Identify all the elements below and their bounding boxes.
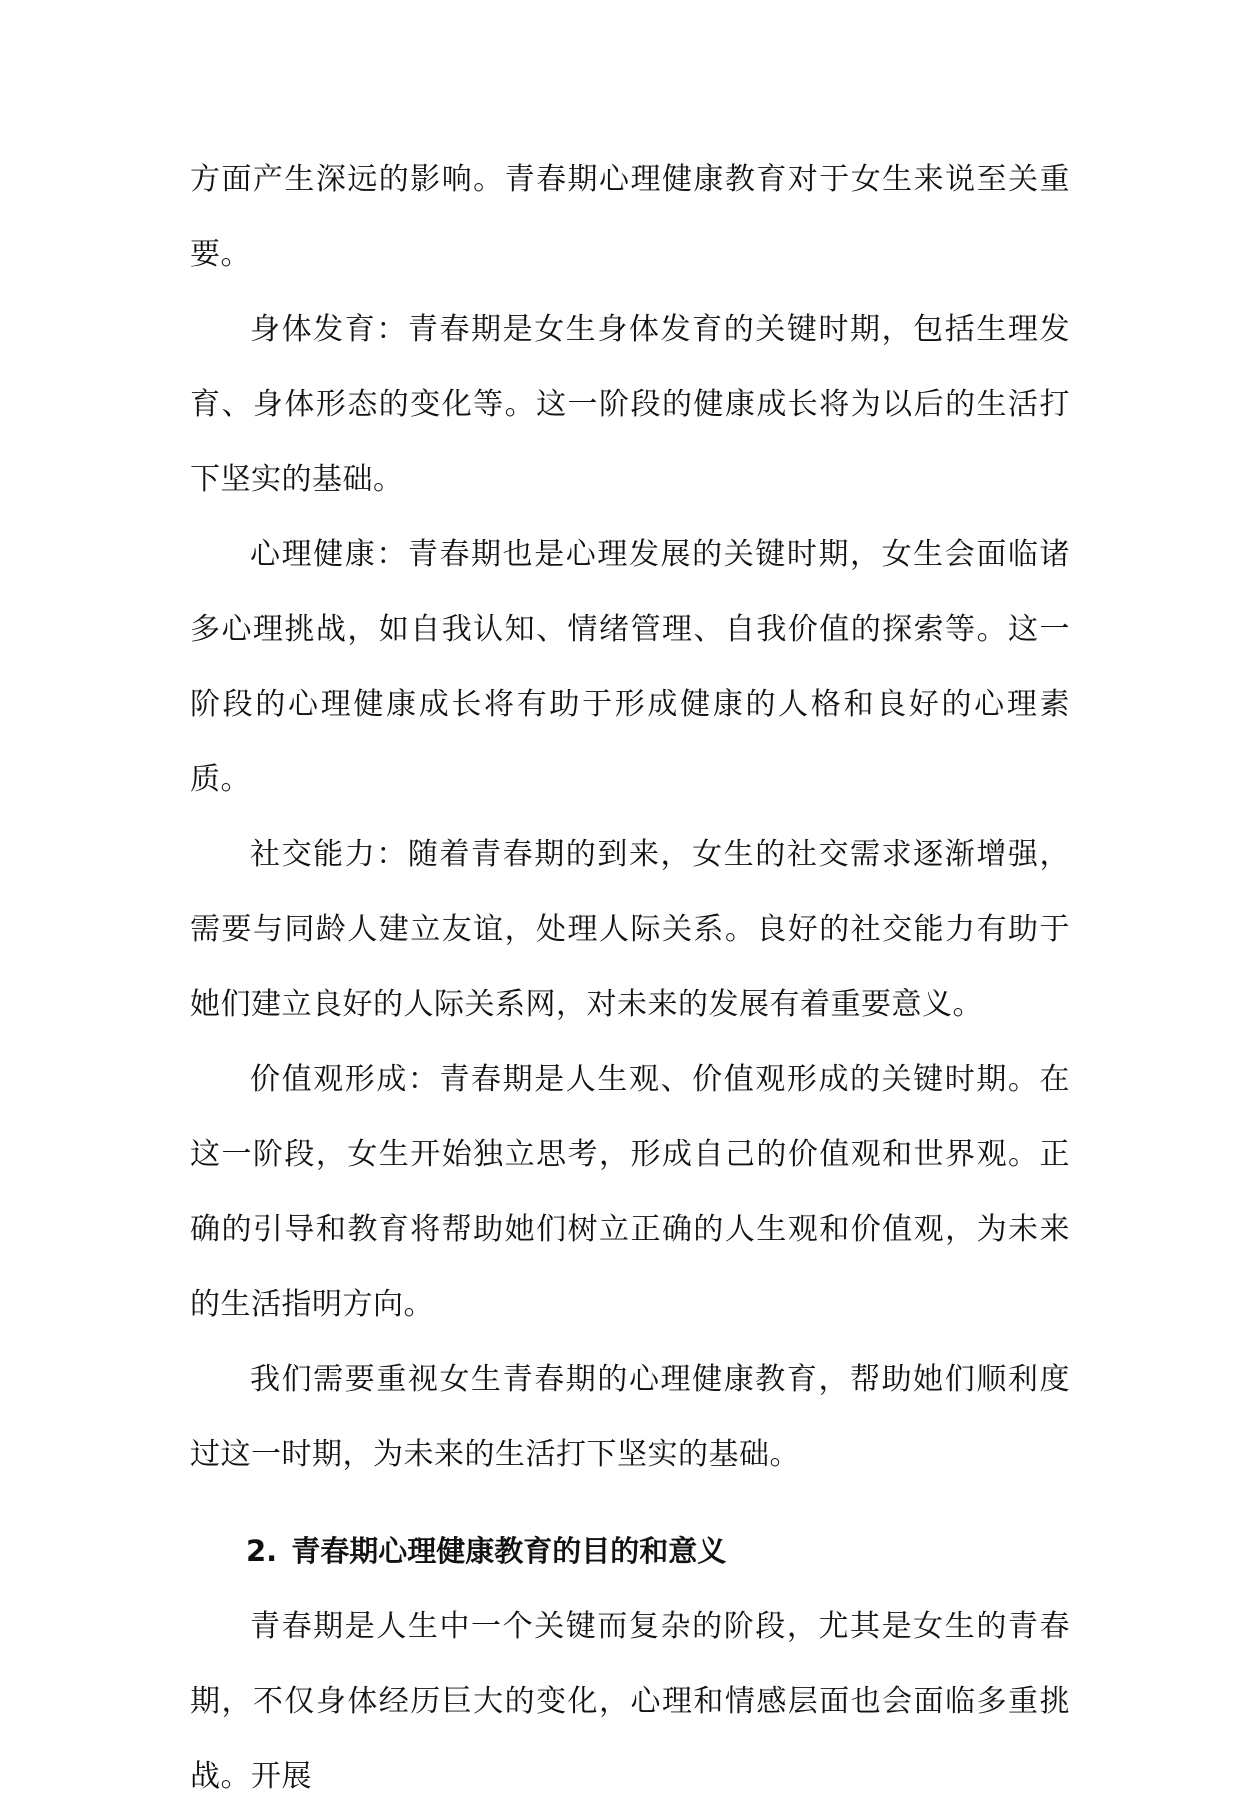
paragraph: 心理健康：青春期也是心理发展的关键时期，女生会面临诸多心理挑战，如自我认知、情绪管理、自我价值的探索等。这一阶段的心理健康成长将有助于形成健康的人格和良好的心理素质。 [190, 537, 1070, 797]
paragraph: 价值观形成：青春期是人生观、价值观形成的关键时期。在这一阶段，女生开始独立思考，形成自己的价值观和世界观。正确的引导和教育将帮助她们树立正确的人生观和价值观，为未来的生活指明方向。 [190, 1062, 1070, 1322]
section-number: 2. [246, 1534, 278, 1568]
paragraph: 身体发育：青春期是女生身体发育的关键时期，包括生理发育、身体形态的变化等。这一阶段的健康成长将为以后的生活打下坚实的基础。 [190, 312, 1070, 497]
section-title: 青春期心理健康教育的目的和意义 [291, 1534, 727, 1568]
paragraph: 方面产生深远的影响。青春期心理健康教育对于女生来说至关重要。 [190, 162, 1070, 272]
paragraph: 我们需要重视女生青春期的心理健康教育，帮助她们顺利度过这一时期，为未来的生活打下坚实的基础。 [190, 1362, 1070, 1472]
document-body [190, 142, 1070, 1814]
section-heading [190, 1514, 1070, 1589]
paragraph: 社交能力：随着青春期的到来，女生的社交需求逐渐增强，需要与同龄人建立友谊，处理人际关系。良好的社交能力有助于她们建立良好的人际关系网，对未来的发展有着重要意义。 [190, 837, 1070, 1022]
paragraph: 青春期是人生中一个关键而复杂的阶段，尤其是女生的青春期，不仅身体经历巨大的变化，心理和情感层面也会面临多重挑战。开展 [190, 1609, 1070, 1794]
